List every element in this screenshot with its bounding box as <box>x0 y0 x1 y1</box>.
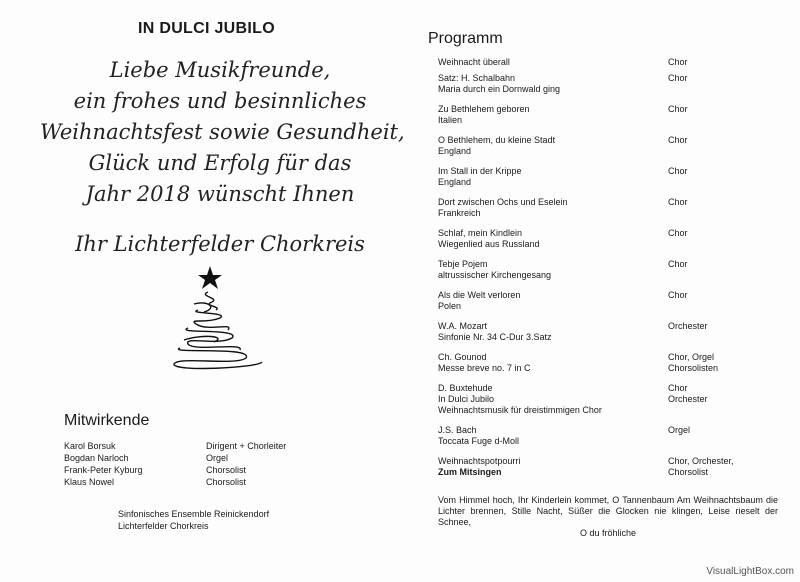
program-item <box>438 425 768 447</box>
list-item <box>64 476 364 488</box>
program-item <box>438 290 768 312</box>
greeting-line: Liebe Musikfreunde, <box>109 58 331 82</box>
performer-name: Bogdan Narloch <box>64 453 129 463</box>
ensemble-name: Lichterfelder Chorkreis <box>118 521 209 531</box>
program-title: Im Stall in der Krippe <box>438 166 522 176</box>
right-panel <box>410 0 800 582</box>
program-title: D. Buxtehude <box>438 383 493 393</box>
program-subtitle: Maria durch ein Dornwald ging <box>438 84 561 94</box>
program-item <box>438 259 768 281</box>
program-item <box>438 456 768 478</box>
performer-role: Chorsolist <box>206 477 247 487</box>
program-performers: Chor <box>668 383 688 393</box>
program-performers: Chor <box>668 104 688 114</box>
star-icon <box>198 266 222 289</box>
program-subtitle: Frankreich <box>438 208 481 218</box>
program-item <box>438 57 768 68</box>
mitwirkende-heading: Mitwirkende <box>64 412 150 429</box>
program-item <box>438 104 768 126</box>
program-item <box>438 383 768 416</box>
greeting-line: ein frohes und besinnliches <box>73 89 367 113</box>
sing-along-songs <box>438 495 778 539</box>
program-title: W.A. Mozart <box>438 321 488 331</box>
performer-role: Orgel <box>206 453 229 463</box>
program-item <box>438 228 768 250</box>
program-performers: Chor <box>668 135 688 145</box>
program-subtitle: England <box>438 146 472 156</box>
program-subtitle: Zum Mitsingen <box>438 467 502 477</box>
program-subtitle: Wiegenlied aus Russland <box>438 239 540 249</box>
program-performers: Chor, Orgel <box>668 352 715 362</box>
program-performers: Orchester <box>668 394 708 404</box>
list-item <box>64 440 364 452</box>
performer-name: Klaus Nowel <box>64 477 115 487</box>
program-title: Ch. Gounod <box>438 352 487 362</box>
program-title: O Bethlehem, du kleine Stadt <box>438 135 556 145</box>
program-performers: Chor <box>668 57 688 67</box>
program-title: Satz: H. Schalbahn <box>438 73 516 83</box>
program-item <box>438 73 768 95</box>
greeting-text <box>40 55 405 210</box>
program-subtitle: In Dulci Jubilo <box>438 394 495 404</box>
performer-role: Chorsolist <box>206 465 247 475</box>
program-title: Schlaf, mein Kindlein <box>438 228 523 238</box>
performer-name: Frank-Peter Kyburg <box>64 465 143 475</box>
program-item <box>438 352 768 374</box>
program-subtitle: Messe breve no. 7 in C <box>438 363 531 373</box>
program-subtitle: England <box>438 177 472 187</box>
mitwirkende-list <box>64 440 364 488</box>
program-subtitle: Weihnachtsmusik für dreistimmigen Chor <box>438 405 602 415</box>
program-item <box>438 166 768 188</box>
christmas-tree-swirl-icon <box>158 262 278 382</box>
program-performers: Orgel <box>668 425 691 435</box>
program-performers: Chor, Orchester, <box>668 456 734 466</box>
program-performers: Chor <box>668 290 688 300</box>
program-title: Tebje Pojem <box>438 259 488 269</box>
programm-heading: Programm <box>428 30 503 47</box>
program-subtitle: Polen <box>438 301 462 311</box>
watermark: VisualLightBox.com <box>706 566 794 577</box>
program-performers: Chor <box>668 73 688 83</box>
program-item <box>438 321 768 343</box>
program-subtitle: Toccata Fuge d-Moll <box>438 436 520 446</box>
performer-name: Karol Borsuk <box>64 441 116 451</box>
program-performers: Orchester <box>668 321 708 331</box>
program-performers: Chor <box>668 166 688 176</box>
program-item <box>438 197 768 219</box>
program-title: Als die Welt verloren <box>438 290 521 300</box>
songs-last: O du fröhliche <box>579 528 637 538</box>
flyer-title: IN DULCI JUBILO <box>138 20 275 37</box>
list-item <box>64 452 364 464</box>
program-title: J.S. Bach <box>438 425 477 435</box>
program-subtitle: Italien <box>438 115 463 125</box>
program-title: Weihnacht überall <box>438 57 510 67</box>
program-title: Zu Bethlehem geboren <box>438 104 530 114</box>
signature: Ihr Lichterfelder Chorkreis <box>75 232 365 256</box>
program-subtitle: altrussischer Kirchengesang <box>438 270 552 280</box>
performer-role: Dirigent + Chorleiter <box>206 441 287 451</box>
program-title: Weihnachtspotpourri <box>438 456 521 466</box>
list-item <box>64 464 364 476</box>
greeting-line: Jahr 2018 wünscht Ihnen <box>85 182 355 206</box>
songs-text: Vom Himmel hoch, Ihr Kinderlein kommet, O Tannenbaum Am Weihnachtsbaum die Lichter brennen, Stille Nacht, Süßer die Glocken nie klingen, Leise rieselt der Schnee, <box>438 495 778 527</box>
greeting-line: Glück und Erfolg für das <box>88 151 352 175</box>
program-item <box>438 135 768 157</box>
greeting-line: Weihnachtsfest sowie Gesundheit, <box>40 120 405 144</box>
program-performers: Chorsolisten <box>668 363 719 373</box>
program-title: Dort zwischen Ochs und Eselein <box>438 197 568 207</box>
program-performers: Chorsolist <box>668 467 709 477</box>
program-performers: Chor <box>668 259 688 269</box>
ensemble-name: Sinfonisches Ensemble Reinickendorf <box>118 509 270 519</box>
program-performers: Chor <box>668 228 688 238</box>
ensemble-list <box>118 508 269 532</box>
program-performers: Chor <box>668 197 688 207</box>
program-subtitle: Sinfonie Nr. 34 C-Dur 3.Satz <box>438 332 552 342</box>
programm-list <box>438 57 768 487</box>
